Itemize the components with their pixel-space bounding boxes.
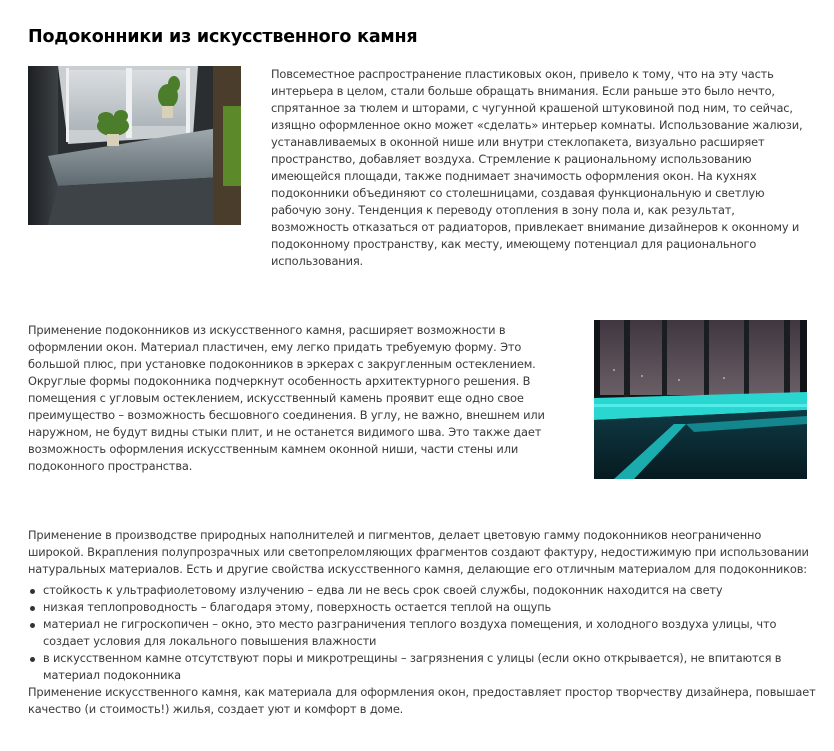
illuminated-sill-photo	[594, 320, 807, 479]
list-item: в искусственном камне отсутствуют поры и микротрещины – загрязнения с улицы (если окно открывается), не впитаются в материал подоконника	[28, 650, 818, 684]
page-title: Подоконники из искусственного камня	[28, 27, 418, 47]
list-item: материал не гигроскопичен – окно, это место разграничения теплого воздуха помещения, и холодного воздуха улицы, что создает условия для локального повышения влажности	[28, 616, 818, 650]
section2-paragraph: Применение подоконников из искусственного камня, расширяет возможности в оформлении окон. Материал пластичен, ему легко придать требуемую форму. Это большой плюс, при установке подоконников в эркерах с закругленным остеклением. Округлые формы подоконника подчеркнут особенность архитектурного решения. В помещения с угловым остеклением, искусственный камень проявит еще одно свое преимущество – возможность бесшовного соединения. В углу, не важно, внешнем или наружном, не будут видны стыки плит, и не останется видимого шва. Это также дает возможность оформления искусственным камнем оконной ниши, части стены или подоконного пространства.	[28, 323, 545, 473]
section3-intro: Применение в производстве природных наполнителей и пигментов, делает цветовую гамму подоконников неограниченно широкой. Вкрапления полупрозрачных или светопреломляющих фрагментов создают фактуру, недостижимую при использовании натуральных материалов. Есть и другие свойства искусственного камня, делающие его отличным материалом для подоконников:	[28, 528, 809, 576]
section3	[28, 527, 818, 718]
list-item: стойкость к ультрафиолетовому излучению – едва ли не весь срок своей службы, подоконник находится на свету	[28, 582, 818, 599]
list-item: низкая теплопроводность – благодаря этому, поверхность остается теплой на ощупь	[28, 599, 818, 616]
window-sill-plants-photo	[28, 66, 241, 225]
section3-outro: Применение искусственного камня, как материала для оформления окон, предоставляет простор творчеству дизайнера, повышает качество (и стоимость!) жилья, создает уют и комфорт в доме.	[28, 685, 816, 716]
section1-paragraph: Повсеместное распространение пластиковых окон, привело к тому, что на эту часть интерьера в целом, стали больше обращать внимания. Если раньше это было нечто, спрятанное за тюлем и шторами, с чугунной крашеной штуковиной под ним, то сейчас, изящно оформленное окно может «сделать» интерьер комнаты. Использование жалюзи, устанавливаемых в оконной нише или внутри стеклопакета, визуально расширяет пространство, добавляет воздуха. Стремление к рациональному использованию имеющейся площади, также поднимает значимость оформления окон. На кухнях подоконники объединяют со столешницами, создавая функциональную и светлую рабочую зону. Тенденция к переводу отопления в зону пола и, как результат, возможность отказаться от радиаторов, привлекает внимание дизайнеров к оконному и подоконному пространству, как месту, имеющему потенциал для рационального использования.	[271, 67, 803, 268]
properties-list	[28, 582, 818, 684]
